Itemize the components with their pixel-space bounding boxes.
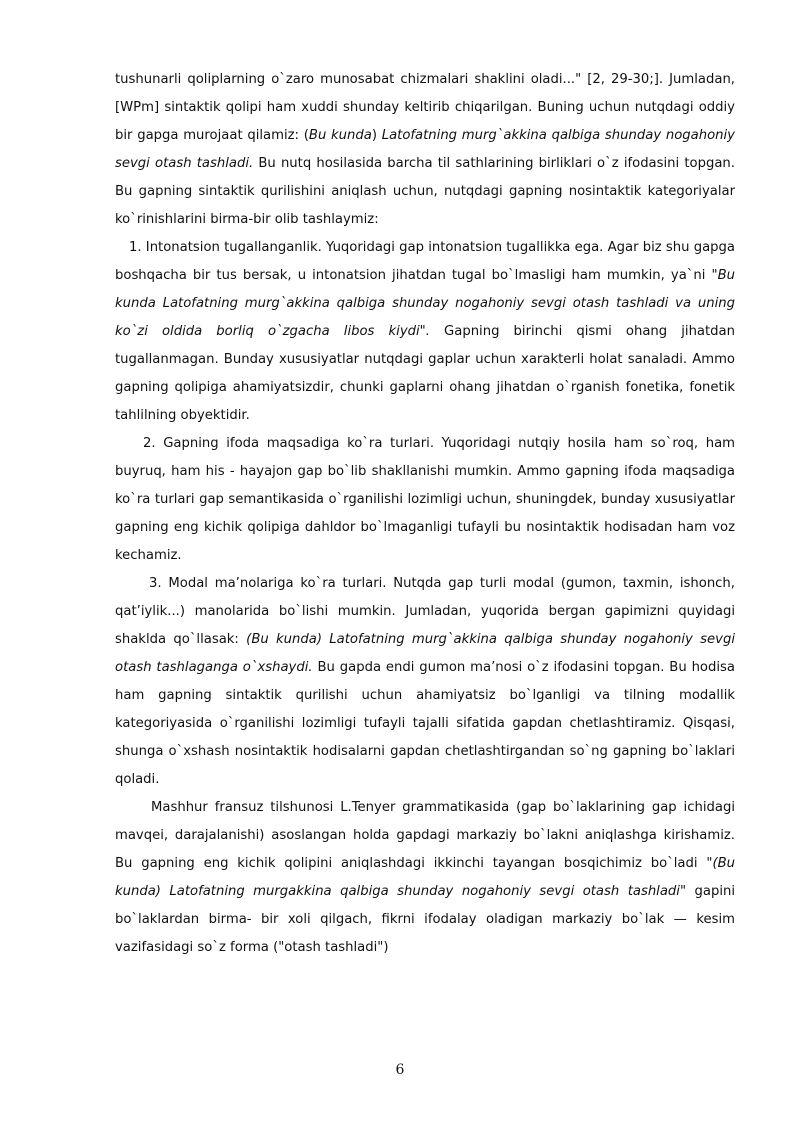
example-sentence: (Bu kunda) Latofatning murg`akkina qalbiga shunday nogahoniy sevgi otash tashlaganga o`xshaydi. <box>115 632 735 675</box>
paragraph-text: 1. Intonatsion tugallanganlik. Yuqoridagi gap intonatsion tugallikka ega. Agar biz shu gapga boshqacha bir tus bersak, u intonatsion jihatdan tugal bo`lmasligi ham mumkin, ya`ni <box>115 240 735 283</box>
paragraph-text: Bu gapda endi gumon ma’nosi o`z ifodasini topgan. Bu hodisa ham gapning sintaktik qurilishi uchun ahamiyatsiz bo`lganligi va tilning modallik kategoriyasida o`rganilishi lozimligi tufayli tajalli sifatida gapdan chetlashtiramiz. Qisqasi, shunga o`xshash nosintaktik hodisalarni gapdan chetlashtirgandan so`ng gapning bo`laklari qoladi. <box>115 660 735 787</box>
paragraph-text: ) <box>371 128 382 143</box>
paragraph-text: Mashhur fransuz tilshunosi L.Tenyer grammatikasida (gap bo`laklarining gap ichidagi mavqei, darajalanishi) asoslangan holda gapdagi markaziy bo`lakni aniqlashga kirishamiz. Bu gapning eng kichik qolipini aniqlashdagi ikkinchi tayangan bosqichimiz bo`ladi <box>115 800 735 871</box>
example-sentence: "(Bu kunda) Latofatning murgakkina qalbiga shunday nogahoniy sevgi otash tashladi" <box>115 856 735 899</box>
paragraph-intro <box>115 66 735 234</box>
document-body <box>115 66 735 962</box>
paragraph-text: 3. Modal ma’nolariga ko`ra turlari. Nutqda gap turli modal (gumon, taxmin, ishonch, qat’iylik...) manolarida bo`lishi mumkin. Jumladan, yuqorida bergan gapimizni quyidagi shaklda qo`llasak: <box>115 576 735 647</box>
example-sentence-adverbial: Bu kunda <box>308 128 372 143</box>
paragraph-item-2 <box>115 430 735 570</box>
paragraph-text: 2. Gapning ifoda maqsadiga ko`ra turlari. Yuqoridagi nutqiy hosila ham so`roq, ham buyruq, ham his - hayajon gap bo`lib shakllanishi mumkin. Ammo gapning ifoda maqsadiga ko`ra turlari gap semantikasida o`rganilishi lozimligi uchun, shuningdek, bunday xususiyatlar gapning eng kichik qolipiga dahldor bo`lmaganligi tufayli bu nosintaktik hodisadan ham voz kechamiz. <box>115 436 735 563</box>
example-sentence: "Bu kunda Latofatning murg`akkina qalbiga shunday nogahoniy sevgi otash tashladi va uning ko`zi oldida borliq o`zgacha libos kiydi". <box>115 268 735 339</box>
paragraph-item-3 <box>115 570 735 794</box>
paragraph-item-1 <box>115 234 735 430</box>
paragraph-text: Bu nutq hosilasida barcha til sathlarining birliklari o`z ifodasini topgan. Bu gapning sintaktik qurilishini aniqlash uchun, nutqdagi gapning nosintaktik kategoriyalar ko`rinishlarini birma-bir olib tashlaymiz: <box>115 156 735 227</box>
paragraph-text: gapini bo`laklardan birma- bir xoli qilgach, fikrni ifodalay oladigan markaziy bo`lak — kesim vazifasidagi so`z forma ("otash tashladi") <box>115 884 735 955</box>
example-sentence: Latofatning murg`akkina qalbiga shunday nogahoniy sevgi otash tashladi. <box>115 128 735 171</box>
paragraph-text: Gapning birinchi qismi ohang jihatdan tugallanmagan. Bunday xususiyatlar nutqdagi gaplar uchun xarakterli holat sanaladi. Ammo gapning qolipiga ahamiyatsizdir, chunki gaplarni ohang jihatdan o`rganish fonetika, fonetik tahlilning obyektidir. <box>115 324 735 423</box>
paragraph-tenyer <box>115 794 735 962</box>
paragraph-text: tushunarli qoliplarning o`zaro munosabat chizmalari shaklini oladi..." [2, 29-30;]. Jumladan, [WPm] sintaktik qolipi ham xuddi shunday keltirib chiqarilgan. Buning uchun nutqdagi oddiy bir gapga murojaat qilamiz: ( <box>115 72 735 143</box>
page-number: 6 <box>395 1062 405 1078</box>
